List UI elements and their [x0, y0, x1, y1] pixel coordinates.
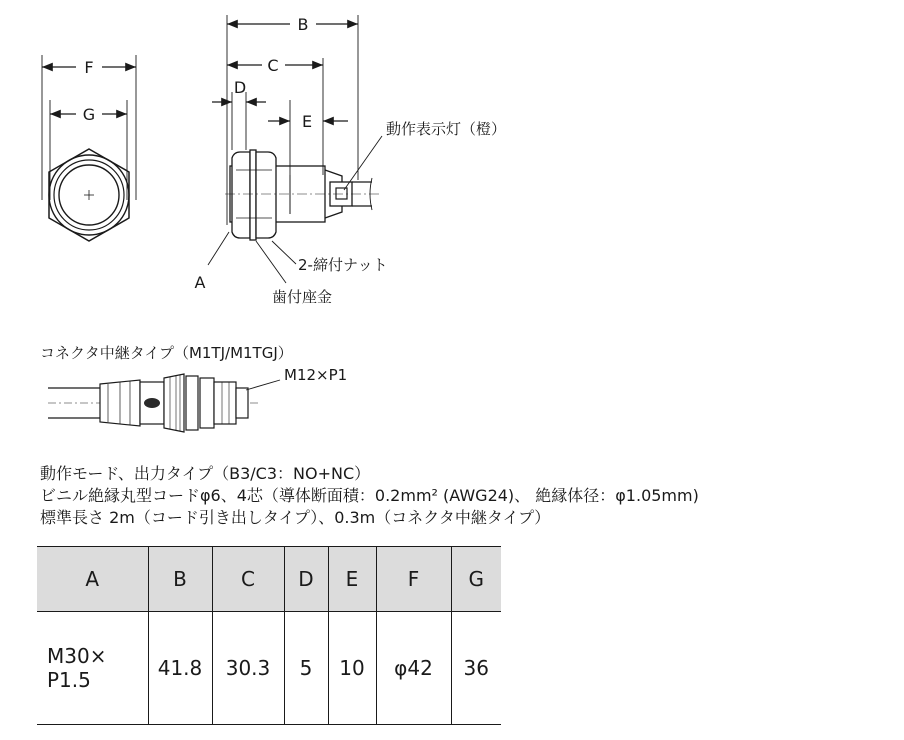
connector-drawing: [48, 374, 258, 432]
spec-notes: [40, 463, 880, 529]
connector-title: コネクタ中継タイプ（M1TJ/M1TGJ）: [40, 344, 293, 362]
cell-a-line1: M30×: [47, 644, 107, 668]
header-f: F: [376, 547, 451, 612]
nut-leader: [272, 241, 296, 264]
header-c: C: [212, 547, 284, 612]
spec-line-cable: ビニル絶縁丸型コードφ6、4芯（導体断面積：0.2mm² (AWG24)、 絶縁体径：φ1.05mm): [40, 486, 699, 505]
cell-e: 10: [328, 612, 376, 725]
header-a: A: [37, 547, 148, 612]
indicator-label: 動作表示灯（橙）: [386, 120, 507, 138]
dimension-table: [37, 546, 501, 725]
cell-g: 36: [451, 612, 501, 725]
dim-d-label: D: [233, 78, 247, 97]
cell-a: [37, 612, 148, 725]
thread-leader: [246, 380, 280, 390]
cell-b: 41.8: [148, 612, 212, 725]
cell-a-line2: P1.5: [47, 668, 91, 692]
nut-label: 2-締付ナット: [298, 256, 388, 274]
header-e: E: [328, 547, 376, 612]
dim-b-label: B: [297, 15, 309, 34]
dim-c-label: C: [267, 56, 279, 75]
dim-f-label: F: [84, 58, 94, 77]
cell-d: 5: [284, 612, 328, 725]
spec-line-mode: 動作モード、出力タイプ（B3/C3：NO+NC）: [40, 464, 371, 483]
washer-label: 歯付座金: [272, 288, 333, 306]
washer-leader: [256, 241, 286, 283]
cell-f: φ42: [376, 612, 451, 725]
dim-e-label: E: [301, 112, 313, 131]
header-b: B: [148, 547, 212, 612]
thread-label: M12×P1: [284, 366, 348, 384]
dim-a-label: A: [194, 273, 206, 292]
spec-line-length: 標準長さ 2m（コード引き出しタイプ）、0.3m（コネクタ中継タイプ）: [40, 508, 551, 527]
a-leader: [208, 232, 229, 265]
table-header-row: [37, 547, 501, 612]
cell-c: 30.3: [212, 612, 284, 725]
front-view: [42, 55, 136, 241]
header-d: D: [284, 547, 328, 612]
header-g: G: [451, 547, 501, 612]
table-row: [37, 612, 501, 725]
dim-g-label: G: [82, 105, 96, 124]
